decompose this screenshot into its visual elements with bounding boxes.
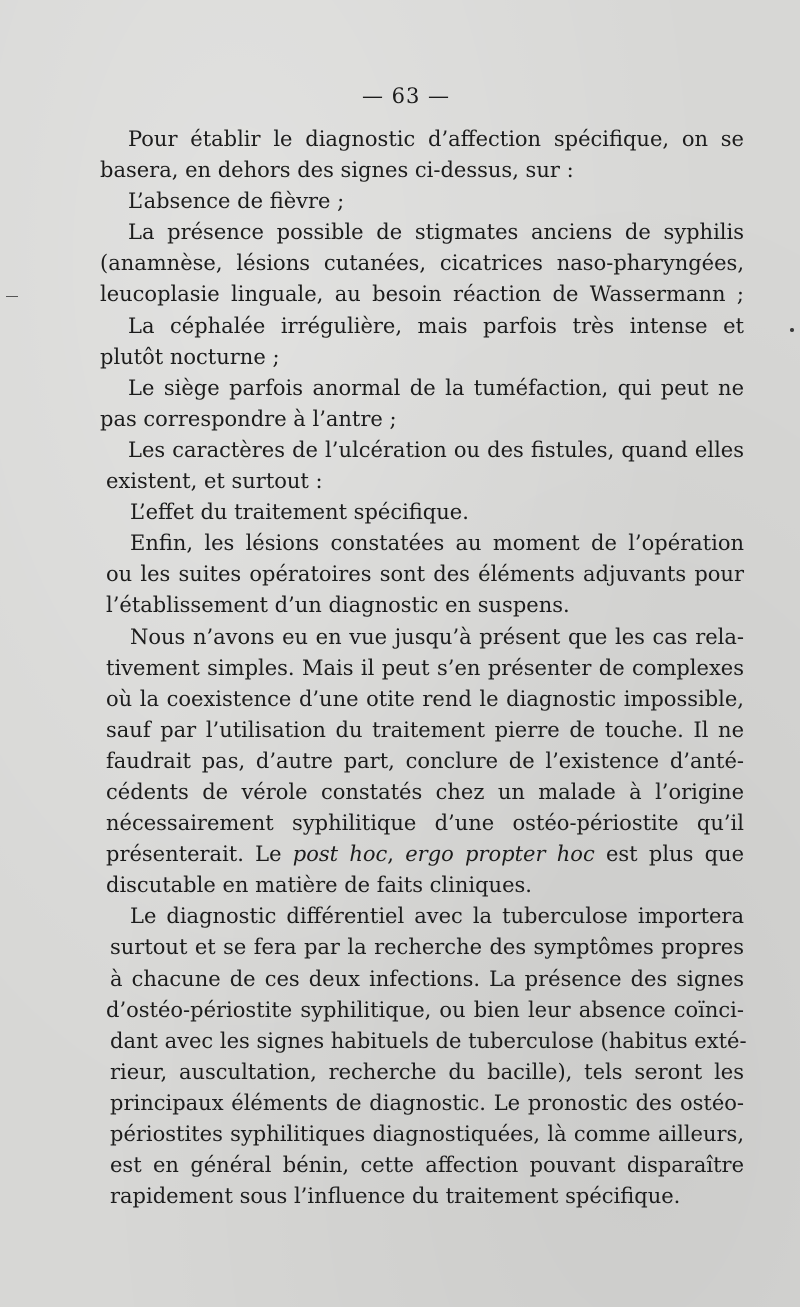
italic-phrase: post hoc — [292, 842, 388, 867]
ink-speck — [790, 328, 794, 332]
text-line — [100, 839, 744, 870]
text-fragment: est plus que — [594, 842, 744, 867]
text-line: l’établissement d’un diagnostic en suspens. — [106, 593, 570, 618]
text-line: La présence possible de stigmates anciens de syphilis — [128, 220, 744, 245]
text-line: est en général bénin, cette affection pouvant disparaître — [110, 1153, 744, 1178]
text-line: existent, et surtout : — [106, 469, 323, 494]
text-line: Enfin, les lésions constatées au moment de l’opération — [130, 531, 744, 556]
text-line: L’absence de fièvre ; — [128, 189, 345, 214]
text-fragment: présenterait. Le — [106, 842, 293, 867]
text-line: à chacune de ces deux infections. La présence des signes — [110, 966, 744, 991]
text-line: L’effet du traitement spécifique. — [130, 500, 469, 525]
text-line: plutôt nocturne ; — [100, 344, 280, 369]
text-line: Le diagnostic différentiel avec la tuberculose importera — [130, 904, 744, 929]
text-line: La céphalée irrégulière, mais parfois très intense et — [128, 313, 744, 338]
text-line: tivement simples. Mais il peut s’en présenter de complexes — [106, 655, 744, 680]
text-fragment: , — [387, 842, 406, 867]
body-text — [100, 124, 747, 1212]
text-line: surtout et se fera par la recherche des symptômes propres — [110, 935, 744, 960]
text-line: dant avec les signes habituels de tuberculose (habitus exté- — [110, 1028, 747, 1053]
text-line: basera, en dehors des signes ci-dessus, sur : — [100, 158, 574, 183]
text-line: où la coexistence d’une otite rend le diagnostic impossible, — [106, 686, 744, 711]
text-line: nécessairement syphilitique d’une ostéo-périostite qu’il — [106, 811, 744, 836]
text-line: Le siège parfois anormal de la tuméfaction, qui peut ne — [128, 375, 744, 400]
text-line: périostites syphilitiques diagnostiquées, là comme ailleurs, — [110, 1122, 744, 1146]
italic-phrase: ergo propter hoc — [405, 842, 595, 867]
text-line: d’ostéo-périostite syphilitique, ou bien leur absence coïnci- — [106, 997, 744, 1022]
margin-mark — [6, 296, 18, 297]
text-line: principaux éléments de diagnostic. Le pronostic des ostéo- — [110, 1090, 744, 1115]
text-line: Les caractères de l’ulcération ou des fistules, quand elles — [128, 437, 744, 462]
text-line: ou les suites opératoires sont des éléments adjuvants pour — [106, 562, 744, 587]
text-line: sauf par l’utilisation du traitement pierre de touche. Il ne — [106, 717, 744, 742]
page-number: — 63 — — [361, 84, 451, 108]
text-line: rapidement sous l’influence du traitement spécifique. — [110, 1184, 681, 1209]
text-line: (anamnèse, lésions cutanées, cicatrices naso-pharyngées, — [100, 251, 744, 276]
text-line: pas correspondre à l’antre ; — [100, 406, 397, 431]
text-line: rieur, auscultation, recherche du bacille), tels seront les — [110, 1059, 744, 1084]
text-line: faudrait pas, d’autre part, conclure de l’existence d’anté- — [106, 748, 744, 773]
text-line: Pour établir le diagnostic d’affection spécifique, on se — [128, 127, 744, 151]
text-line: discutable en matière de faits cliniques. — [106, 873, 532, 898]
text-line: cédents de vérole constatés chez un malade à l’origine — [106, 779, 744, 804]
text-line: leucoplasie linguale, au besoin réaction de Wassermann ; — [100, 282, 744, 307]
text-line: Nous n’avons eu en vue jusqu’à présent que les cas rela- — [130, 624, 744, 649]
